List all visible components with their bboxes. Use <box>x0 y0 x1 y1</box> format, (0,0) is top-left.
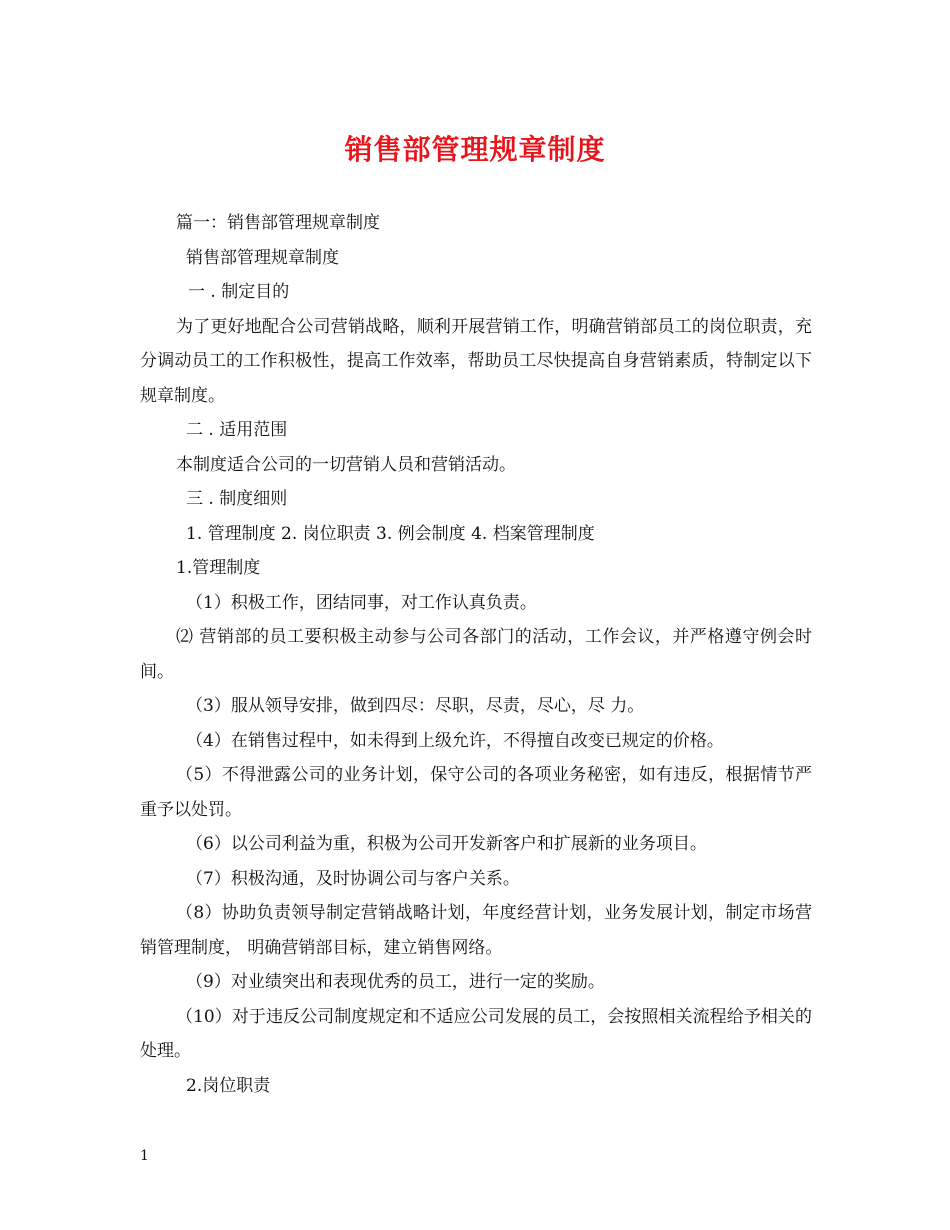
paragraph-line: 二 . 适用范围 <box>186 420 288 440</box>
paragraph-line: 为了更好地配合公司营销战略，顺利开展营销工作，明确营销部员工的岗位职责，充分调动员工的工作积极性，提高工作效率，帮助员工尽快提高自身营销素质，特制定以下规章制度。 <box>140 316 812 406</box>
paragraph-line: 三 . 制度细则 <box>186 489 288 509</box>
paragraph-line: 一 . 制定目的 <box>188 282 290 302</box>
paragraph-line: （6）以公司利益为重，积极为公司开发新客户和扩展新的业务项目。 <box>186 834 707 854</box>
paragraph-line: （10）对于违反公司制度规定和不适应公司发展的员工，会按照相关流程给予相关的处理。 <box>140 1006 812 1061</box>
paragraph-line: （9）对业绩突出和表现优秀的员工，进行一定的奖励。 <box>186 972 605 992</box>
paragraph-line: ⑵ 营销部的员工要积极主动参与公司各部门的活动，工作会议，并严格遵守例会时间。 <box>140 627 812 682</box>
paragraph-line: （8）协助负责领导制定营销战略计划，年度经营计划，业务发展计划，制定市场营销管理制度， 明确营销部目标，建立销售网络。 <box>140 903 812 958</box>
document-title: 销售部管理规章制度 <box>344 133 606 166</box>
paragraph-line: （4）在销售过程中，如未得到上级允许，不得擅自改变已规定的价格。 <box>186 730 724 751</box>
paragraph-line: 1.管理制度 <box>176 558 261 578</box>
paragraph-line: （3）服从领导安排，做到四尽：尽职，尽责，尽心，尽 力。 <box>186 696 645 716</box>
paragraph-line: 2.岗位职责 <box>186 1075 271 1096</box>
paragraph-line: 篇一：销售部管理规章制度 <box>176 213 380 233</box>
paragraph-line: 本制度适合公司的一切营销人员和营销活动。 <box>176 454 516 475</box>
paragraph-line: 1. 管理制度 2. 岗位职责 3. 例会制度 4. 档案管理制度 <box>186 523 595 544</box>
paragraph-line: （7）积极沟通，及时协调公司与客户关系。 <box>186 868 520 889</box>
paragraph-line: （1）积极工作，团结同事，对工作认真负责。 <box>186 592 537 613</box>
paragraph-line: 销售部管理规章制度 <box>186 247 339 268</box>
page-number: 1 <box>140 1148 149 1164</box>
document-body <box>140 206 812 1103</box>
paragraph-line: （5）不得泄露公司的业务计划，保守公司的各项业务秘密，如有违反，根据情节严重予以处罚。 <box>140 765 812 820</box>
